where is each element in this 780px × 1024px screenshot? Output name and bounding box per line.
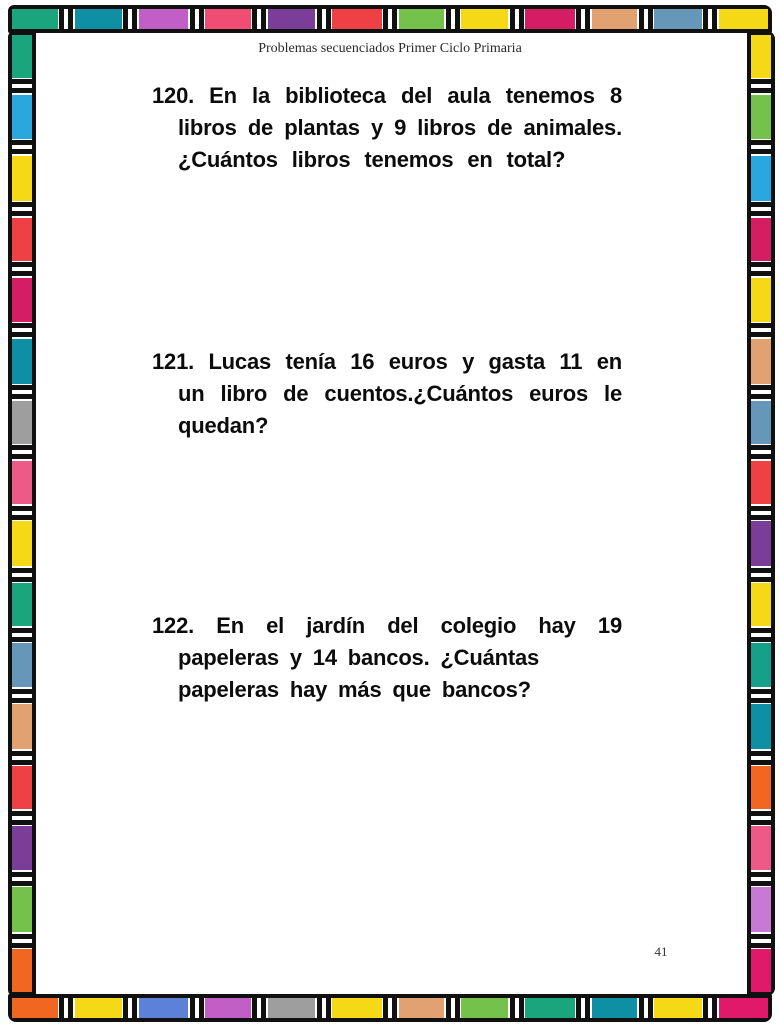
border-separator bbox=[12, 261, 32, 278]
border-separator bbox=[751, 201, 771, 218]
border-segment bbox=[751, 766, 771, 809]
problem-item-121 bbox=[152, 346, 622, 442]
border-separator bbox=[12, 932, 32, 949]
border-separator bbox=[444, 9, 461, 29]
border-segment bbox=[12, 643, 32, 687]
border-separator bbox=[508, 998, 525, 1018]
border-separator bbox=[12, 566, 32, 583]
border-segment bbox=[12, 949, 32, 992]
border-separator bbox=[637, 9, 654, 29]
decorative-border-bottom bbox=[8, 994, 772, 1022]
problem-item-120 bbox=[152, 80, 622, 176]
problem-line: libros de plantas y 9 libros de animales. bbox=[178, 115, 622, 140]
border-separator bbox=[751, 932, 771, 949]
border-separator bbox=[12, 139, 32, 156]
border-segment bbox=[332, 9, 381, 29]
border-segment bbox=[719, 9, 768, 29]
border-separator bbox=[751, 687, 771, 704]
border-separator bbox=[382, 998, 399, 1018]
border-separator bbox=[12, 687, 32, 704]
border-separator bbox=[315, 998, 332, 1018]
border-segment bbox=[751, 156, 771, 201]
border-separator bbox=[575, 998, 592, 1018]
border-separator bbox=[12, 322, 32, 339]
border-segment bbox=[12, 766, 32, 809]
border-segment bbox=[399, 9, 445, 29]
border-separator bbox=[751, 870, 771, 887]
border-separator bbox=[702, 9, 719, 29]
border-segment bbox=[12, 278, 32, 322]
border-segment bbox=[332, 998, 381, 1018]
problem-line: 122. En el jardín del colegio hay 19 bbox=[152, 613, 622, 638]
border-separator bbox=[58, 998, 75, 1018]
border-separator bbox=[12, 809, 32, 826]
border-separator bbox=[637, 998, 654, 1018]
border-segment bbox=[751, 278, 771, 322]
border-separator bbox=[315, 9, 332, 29]
border-separator bbox=[12, 78, 32, 95]
border-segment bbox=[751, 826, 771, 870]
border-separator bbox=[751, 139, 771, 156]
border-segment bbox=[268, 998, 315, 1018]
problem-line: 120. En la biblioteca del aula tenemos 8 bbox=[152, 83, 622, 108]
border-segment bbox=[592, 998, 638, 1018]
problem-line: un libro de cuentos.¿Cuántos euros le bbox=[178, 381, 622, 406]
border-separator bbox=[702, 998, 719, 1018]
border-segment bbox=[139, 9, 188, 29]
border-segment bbox=[751, 521, 771, 566]
border-segment bbox=[654, 9, 701, 29]
border-segment bbox=[751, 887, 771, 932]
border-segment bbox=[12, 998, 58, 1018]
border-segment bbox=[12, 521, 32, 566]
border-separator bbox=[122, 9, 139, 29]
problem-line: 121. Lucas tenía 16 euros y gasta 11 en bbox=[152, 349, 622, 374]
border-segment bbox=[12, 218, 32, 261]
border-segment bbox=[751, 461, 771, 505]
border-segment bbox=[525, 998, 574, 1018]
border-separator bbox=[751, 322, 771, 339]
border-segment bbox=[12, 826, 32, 870]
border-segment bbox=[75, 998, 122, 1018]
border-segment bbox=[12, 9, 58, 29]
border-separator bbox=[122, 998, 139, 1018]
page-number: 41 bbox=[654, 944, 668, 959]
border-segment bbox=[12, 461, 32, 505]
border-segment bbox=[461, 998, 508, 1018]
border-segment bbox=[139, 998, 188, 1018]
border-segment bbox=[399, 998, 445, 1018]
border-segment bbox=[592, 9, 638, 29]
decorative-border-right bbox=[747, 31, 775, 996]
border-separator bbox=[751, 78, 771, 95]
border-separator bbox=[751, 384, 771, 401]
border-segment bbox=[654, 998, 701, 1018]
border-separator bbox=[382, 9, 399, 29]
border-separator bbox=[251, 9, 268, 29]
border-segment bbox=[12, 95, 32, 139]
border-separator bbox=[12, 444, 32, 461]
page-header-title: Problemas secuenciados Primer Ciclo Primaria bbox=[258, 41, 522, 56]
border-segment bbox=[751, 401, 771, 444]
border-separator bbox=[12, 870, 32, 887]
border-separator bbox=[751, 261, 771, 278]
border-separator bbox=[188, 998, 205, 1018]
border-separator bbox=[251, 998, 268, 1018]
border-segment bbox=[461, 9, 508, 29]
border-segment bbox=[719, 998, 768, 1018]
border-segment bbox=[12, 401, 32, 444]
border-separator bbox=[188, 9, 205, 29]
border-segment bbox=[268, 9, 315, 29]
border-segment bbox=[751, 643, 771, 687]
border-segment bbox=[205, 998, 251, 1018]
border-separator bbox=[58, 9, 75, 29]
border-segment bbox=[751, 95, 771, 139]
border-segment bbox=[12, 583, 32, 626]
border-segment bbox=[751, 218, 771, 261]
border-separator bbox=[751, 504, 771, 521]
decorative-border-left bbox=[8, 31, 36, 996]
border-segment bbox=[525, 9, 574, 29]
border-segment bbox=[12, 887, 32, 932]
problem-item-122 bbox=[152, 610, 622, 706]
problem-line: ¿Cuántos libros tenemos en total? bbox=[178, 147, 566, 172]
border-separator bbox=[751, 566, 771, 583]
decorative-border-top bbox=[8, 5, 772, 33]
border-separator bbox=[751, 749, 771, 766]
border-separator bbox=[12, 201, 32, 218]
border-separator bbox=[12, 384, 32, 401]
border-segment bbox=[751, 339, 771, 384]
border-separator bbox=[12, 504, 32, 521]
border-separator bbox=[751, 809, 771, 826]
border-separator bbox=[751, 444, 771, 461]
border-segment bbox=[751, 949, 771, 992]
border-separator bbox=[12, 749, 32, 766]
border-separator bbox=[575, 9, 592, 29]
border-separator bbox=[444, 998, 461, 1018]
border-segment bbox=[751, 704, 771, 749]
problem-line: papeleras y 14 bancos. ¿Cuántas bbox=[178, 645, 540, 670]
border-segment bbox=[205, 9, 251, 29]
border-segment bbox=[12, 156, 32, 201]
border-segment bbox=[75, 9, 122, 29]
border-segment bbox=[751, 583, 771, 626]
border-segment bbox=[12, 339, 32, 384]
border-separator bbox=[12, 626, 32, 643]
problem-line: quedan? bbox=[178, 413, 269, 438]
problem-line: papeleras hay más que bancos? bbox=[178, 677, 531, 702]
border-separator bbox=[751, 626, 771, 643]
border-separator bbox=[508, 9, 525, 29]
border-segment bbox=[12, 704, 32, 749]
